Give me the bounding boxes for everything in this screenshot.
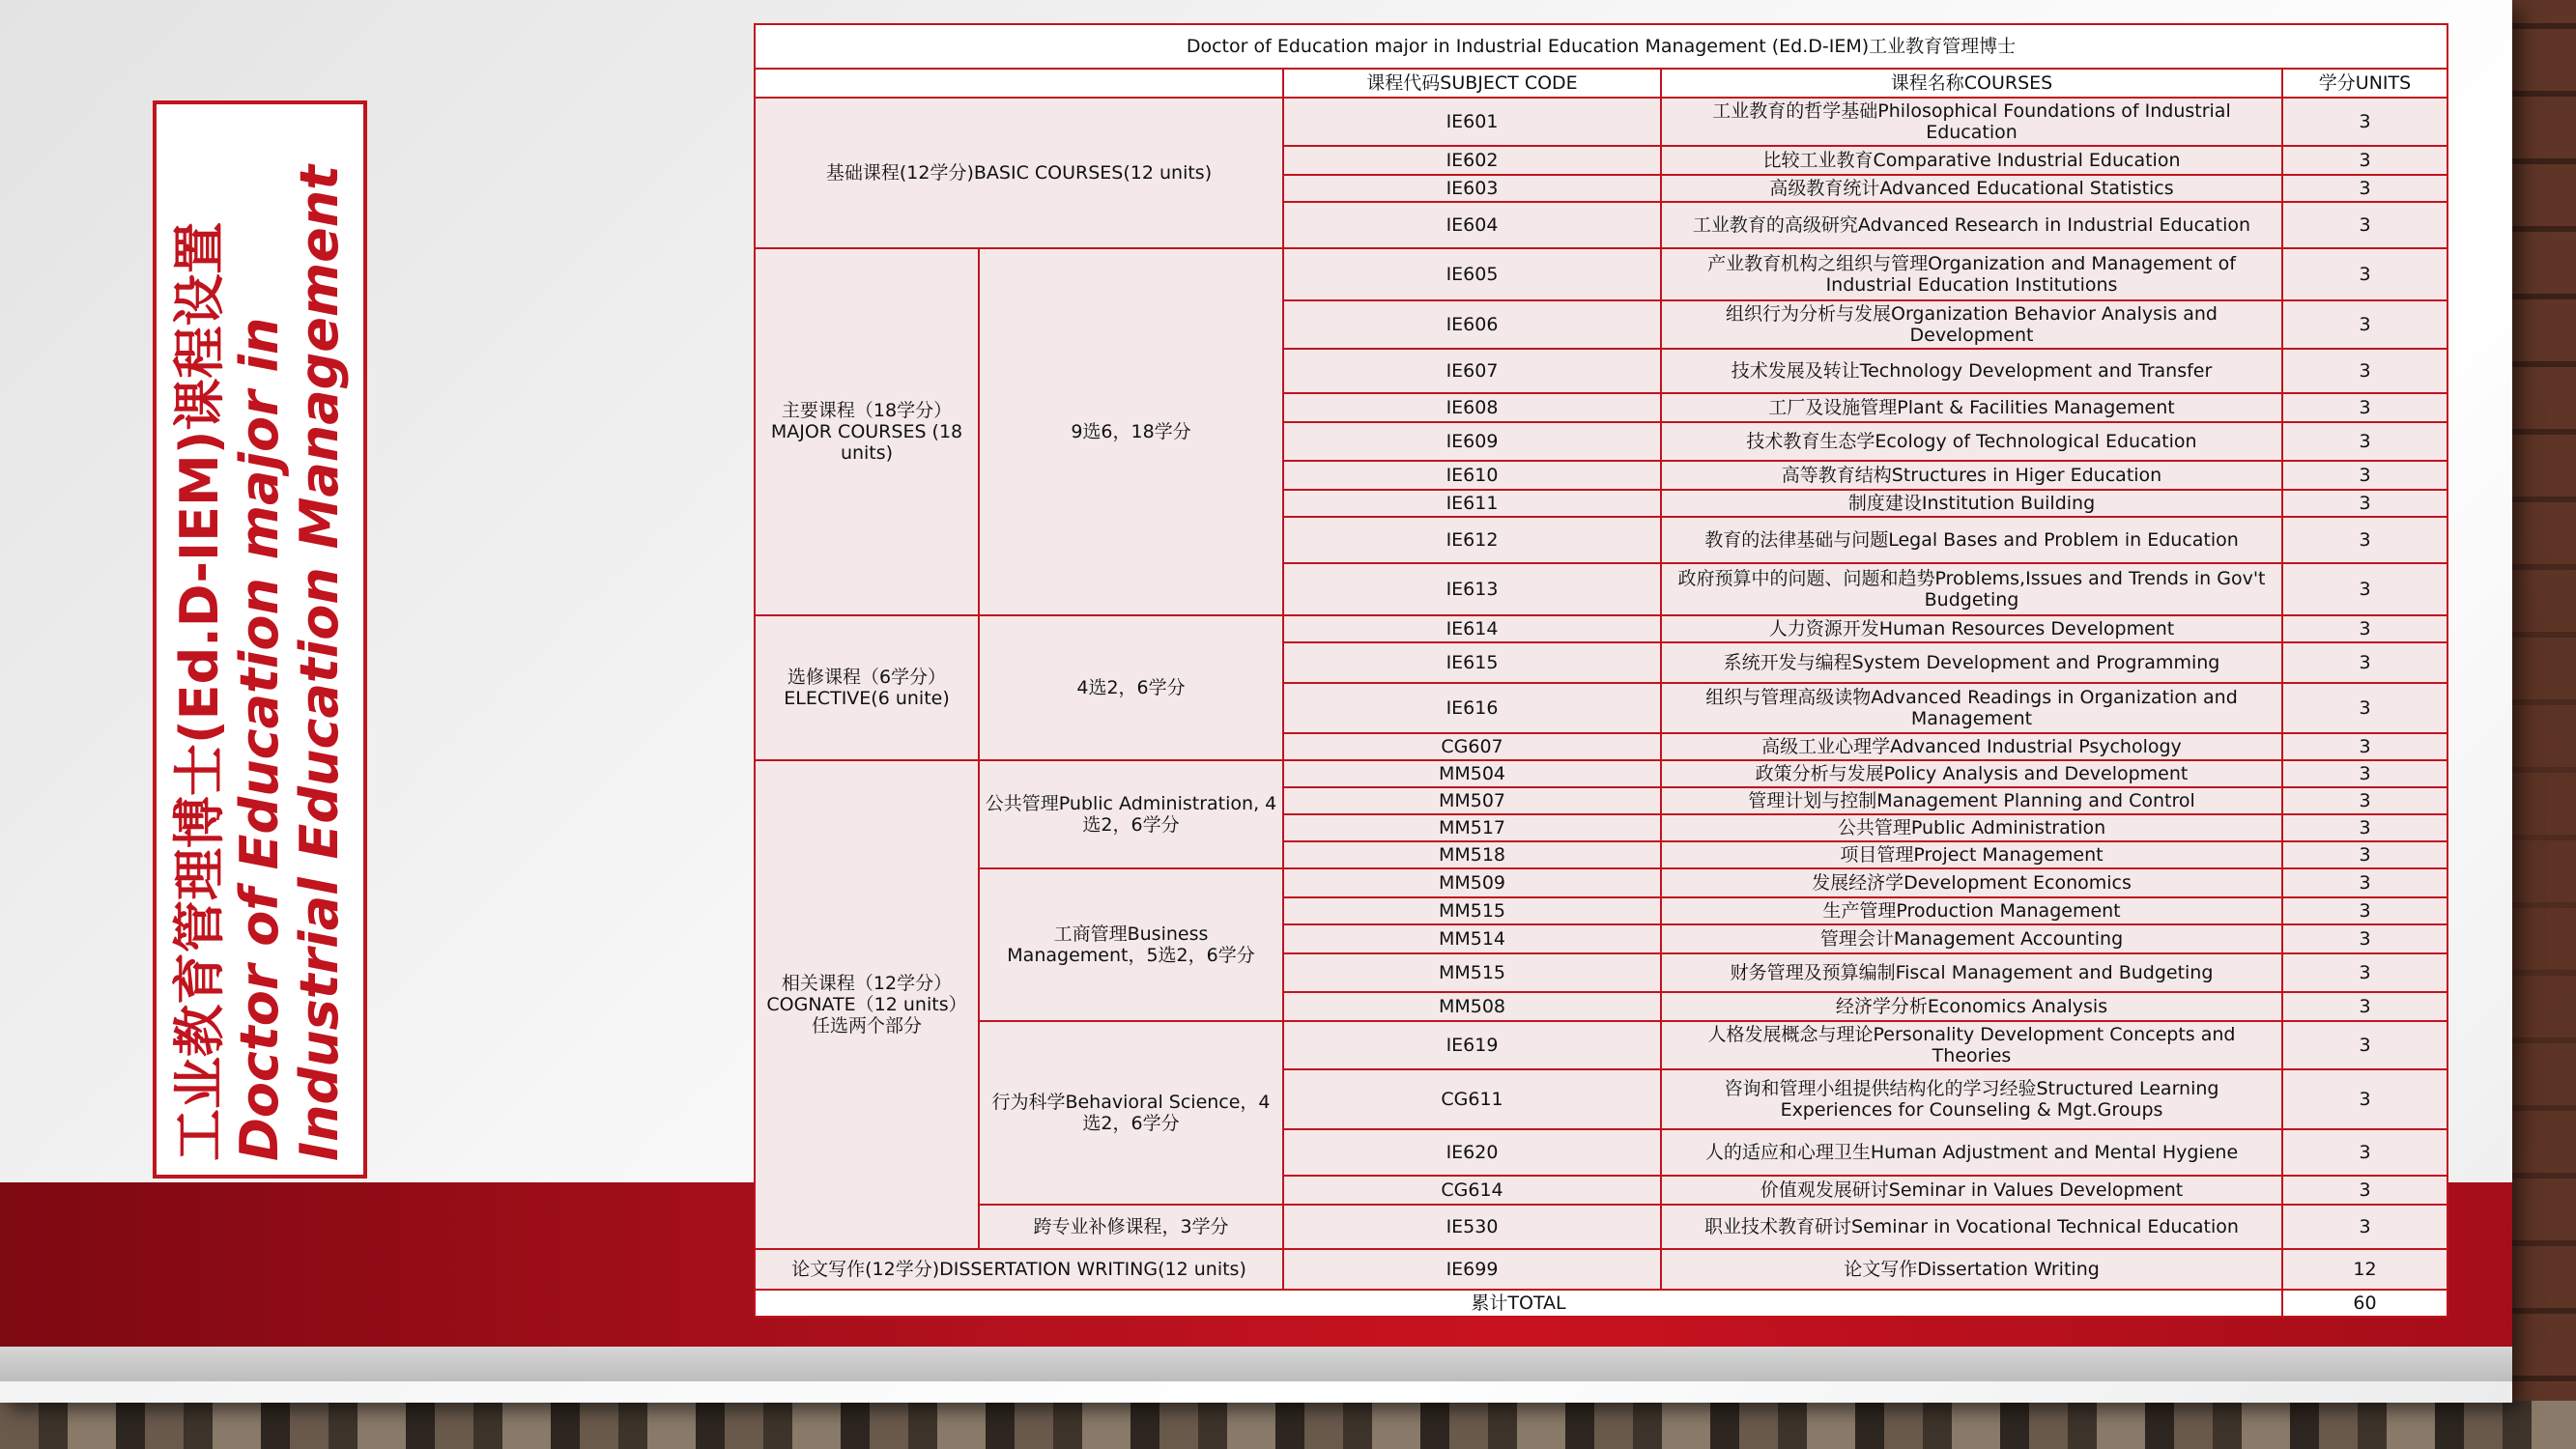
course-code: MM514: [1283, 924, 1661, 953]
course-name: 人的适应和心理卫生Human Adjustment and Mental Hygiene: [1661, 1129, 2282, 1176]
course-code: IE613: [1283, 563, 1661, 615]
course-code: MM509: [1283, 868, 1661, 897]
course-name: 管理计划与控制Management Planning and Control: [1661, 787, 2282, 814]
course-name: 管理会计Management Accounting: [1661, 924, 2282, 953]
total-units: 60: [2282, 1290, 2447, 1317]
table-row: [755, 615, 2447, 642]
course-name: 政府预算中的问题、问题和趋势Problems,Issues and Trends in Gov't Budgeting: [1661, 563, 2282, 615]
course-code: IE607: [1283, 349, 1661, 393]
table-row: [755, 1249, 2447, 1290]
course-name: 教育的法律基础与问题Legal Bases and Problem in Education: [1661, 517, 2282, 563]
course-code: IE606: [1283, 300, 1661, 349]
course-name: 高等教育结构Structures in Higer Education: [1661, 461, 2282, 490]
course-code: IE619: [1283, 1021, 1661, 1069]
course-name: 咨询和管理小组提供结构化的学习经验Structured Learning Experiences for Counseling & Mgt.Groups: [1661, 1069, 2282, 1129]
group-elective-rule: 4选2，6学分: [979, 615, 1283, 760]
course-name: 生产管理Production Management: [1661, 897, 2282, 924]
slide-title-en: Doctor of Education major in Industrial Education Management: [229, 164, 350, 1161]
course-code: IE699: [1283, 1249, 1661, 1290]
course-units: 3: [2282, 393, 2447, 422]
course-units: 3: [2282, 349, 2447, 393]
course-units: 3: [2282, 1129, 2447, 1176]
course-code: MM518: [1283, 841, 1661, 868]
course-units: 3: [2282, 1069, 2447, 1129]
course-code: MM508: [1283, 992, 1661, 1021]
course-name: 组织行为分析与发展Organization Behavior Analysis and Development: [1661, 300, 2282, 349]
table-row: [755, 1021, 2447, 1069]
group-cognate: 相关课程（12学分）COGNATE（12 units）任选两个部分: [755, 760, 979, 1249]
group-major: 主要课程（18学分）MAJOR COURSES (18 units): [755, 248, 979, 615]
course-code: IE610: [1283, 461, 1661, 490]
group-elective: 选修课程（6学分）ELECTIVE(6 unite): [755, 615, 979, 760]
course-code: CG614: [1283, 1176, 1661, 1205]
course-units: 3: [2282, 1176, 2447, 1205]
subgroup-public-admin: 公共管理Public Administration, 4选2，6学分: [979, 760, 1283, 868]
course-units: 3: [2282, 563, 2447, 615]
course-units: 3: [2282, 760, 2447, 787]
table-row: [755, 1205, 2447, 1249]
course-units: 3: [2282, 300, 2447, 349]
course-name: 工业教育的哲学基础Philosophical Foundations of Industrial Education: [1661, 98, 2282, 146]
course-code: IE604: [1283, 202, 1661, 248]
course-units: 3: [2282, 490, 2447, 517]
course-units: 3: [2282, 841, 2447, 868]
course-units: 3: [2282, 146, 2447, 175]
course-code: MM515: [1283, 897, 1661, 924]
course-units: 3: [2282, 814, 2447, 841]
course-units: 3: [2282, 992, 2447, 1021]
course-units: 3: [2282, 422, 2447, 461]
course-name: 经济学分析Economics Analysis: [1661, 992, 2282, 1021]
table-row: [755, 98, 2447, 146]
group-dissertation: 论文写作(12学分)DISSERTATION WRITING(12 units): [755, 1249, 1283, 1290]
curriculum-table: [754, 23, 2448, 1318]
course-code: IE609: [1283, 422, 1661, 461]
course-name: 高级工业心理学Advanced Industrial Psychology: [1661, 733, 2282, 760]
course-name: 工厂及设施管理Plant & Facilities Management: [1661, 393, 2282, 422]
course-units: 3: [2282, 953, 2447, 992]
curriculum-table-wrapper: [754, 23, 2447, 1318]
course-name: 项目管理Project Management: [1661, 841, 2282, 868]
subgroup-business: 工商管理Business Management，5选2，6学分: [979, 868, 1283, 1021]
course-name: 技术发展及转让Technology Development and Transfer: [1661, 349, 2282, 393]
course-name: 产业教育机构之组织与管理Organization and Management of Industrial Education Institutions: [1661, 248, 2282, 300]
course-code: IE614: [1283, 615, 1661, 642]
course-name: 职业技术教育研讨Seminar in Vocational Technical Education: [1661, 1205, 2282, 1249]
table-caption-row: [755, 24, 2447, 69]
slide-title: [170, 118, 350, 1161]
course-code: IE602: [1283, 146, 1661, 175]
header-code: 课程代码SUBJECT CODE: [1283, 69, 1661, 98]
course-name: 技术教育生态学Ecology of Technological Education: [1661, 422, 2282, 461]
course-code: IE603: [1283, 175, 1661, 202]
grey-accent-band: [0, 1347, 2512, 1381]
header-course: 课程名称COURSES: [1661, 69, 2282, 98]
course-units: 3: [2282, 517, 2447, 563]
course-units: 3: [2282, 1021, 2447, 1069]
course-code: MM507: [1283, 787, 1661, 814]
group-major-rule: 9选6，18学分: [979, 248, 1283, 615]
table-row: [755, 248, 2447, 300]
course-name: 组织与管理高级读物Advanced Readings in Organization and Management: [1661, 683, 2282, 733]
course-code: CG607: [1283, 733, 1661, 760]
course-units: 3: [2282, 897, 2447, 924]
course-code: IE608: [1283, 393, 1661, 422]
course-code: IE530: [1283, 1205, 1661, 1249]
course-name: 比较工业教育Comparative Industrial Education: [1661, 146, 2282, 175]
course-units: 3: [2282, 248, 2447, 300]
header-units: 学分UNITS: [2282, 69, 2447, 98]
course-units: 3: [2282, 642, 2447, 683]
course-code: IE611: [1283, 490, 1661, 517]
course-name: 公共管理Public Administration: [1661, 814, 2282, 841]
table-row: [755, 868, 2447, 897]
course-code: MM504: [1283, 760, 1661, 787]
header-blank: [755, 69, 1283, 98]
course-units: 3: [2282, 924, 2447, 953]
course-name: 人力资源开发Human Resources Development: [1661, 615, 2282, 642]
group-basic: 基础课程(12学分)BASIC COURSES(12 units): [755, 98, 1283, 248]
course-units: 3: [2282, 683, 2447, 733]
course-name: 财务管理及预算编制Fiscal Management and Budgeting: [1661, 953, 2282, 992]
course-name: 发展经济学Development Economics: [1661, 868, 2282, 897]
course-code: MM517: [1283, 814, 1661, 841]
course-code: IE612: [1283, 517, 1661, 563]
course-units: 12: [2282, 1249, 2447, 1290]
stone-floor-strip: [0, 1401, 2576, 1449]
table-caption: Doctor of Education major in Industrial Education Management (Ed.D-IEM)工业教育管理博士: [755, 24, 2447, 69]
course-name: 制度建设Institution Building: [1661, 490, 2282, 517]
table-row: [755, 760, 2447, 787]
total-row: [755, 1290, 2447, 1317]
subgroup-cross: 跨专业补修课程，3学分: [979, 1205, 1283, 1249]
course-code: IE620: [1283, 1129, 1661, 1176]
course-name: 价值观发展研讨Seminar in Values Development: [1661, 1176, 2282, 1205]
table-header-row: [755, 69, 2447, 98]
course-name: 高级教育统计Advanced Educational Statistics: [1661, 175, 2282, 202]
course-units: 3: [2282, 98, 2447, 146]
course-units: 3: [2282, 461, 2447, 490]
course-code: IE615: [1283, 642, 1661, 683]
course-units: 3: [2282, 733, 2447, 760]
total-label: 累计TOTAL: [755, 1290, 2282, 1317]
course-units: 3: [2282, 175, 2447, 202]
subgroup-behavioral: 行为科学Behavioral Science，4选2，6学分: [979, 1021, 1283, 1205]
course-name: 论文写作Dissertation Writing: [1661, 1249, 2282, 1290]
course-code: MM515: [1283, 953, 1661, 992]
course-name: 系统开发与编程System Development and Programming: [1661, 642, 2282, 683]
course-code: CG611: [1283, 1069, 1661, 1129]
course-units: 3: [2282, 787, 2447, 814]
course-units: 3: [2282, 1205, 2447, 1249]
course-units: 3: [2282, 615, 2447, 642]
course-code: IE616: [1283, 683, 1661, 733]
course-name: 工业教育的高级研究Advanced Research in Industrial Education: [1661, 202, 2282, 248]
course-code: IE601: [1283, 98, 1661, 146]
course-name: 人格发展概念与理论Personality Development Concepts and Theories: [1661, 1021, 2282, 1069]
course-code: IE605: [1283, 248, 1661, 300]
slide-title-zh: 工业教育管理博士(Ed.D-IEM)课程设置: [169, 221, 230, 1161]
course-name: 政策分析与发展Policy Analysis and Development: [1661, 760, 2282, 787]
course-units: 3: [2282, 868, 2447, 897]
course-units: 3: [2282, 202, 2447, 248]
